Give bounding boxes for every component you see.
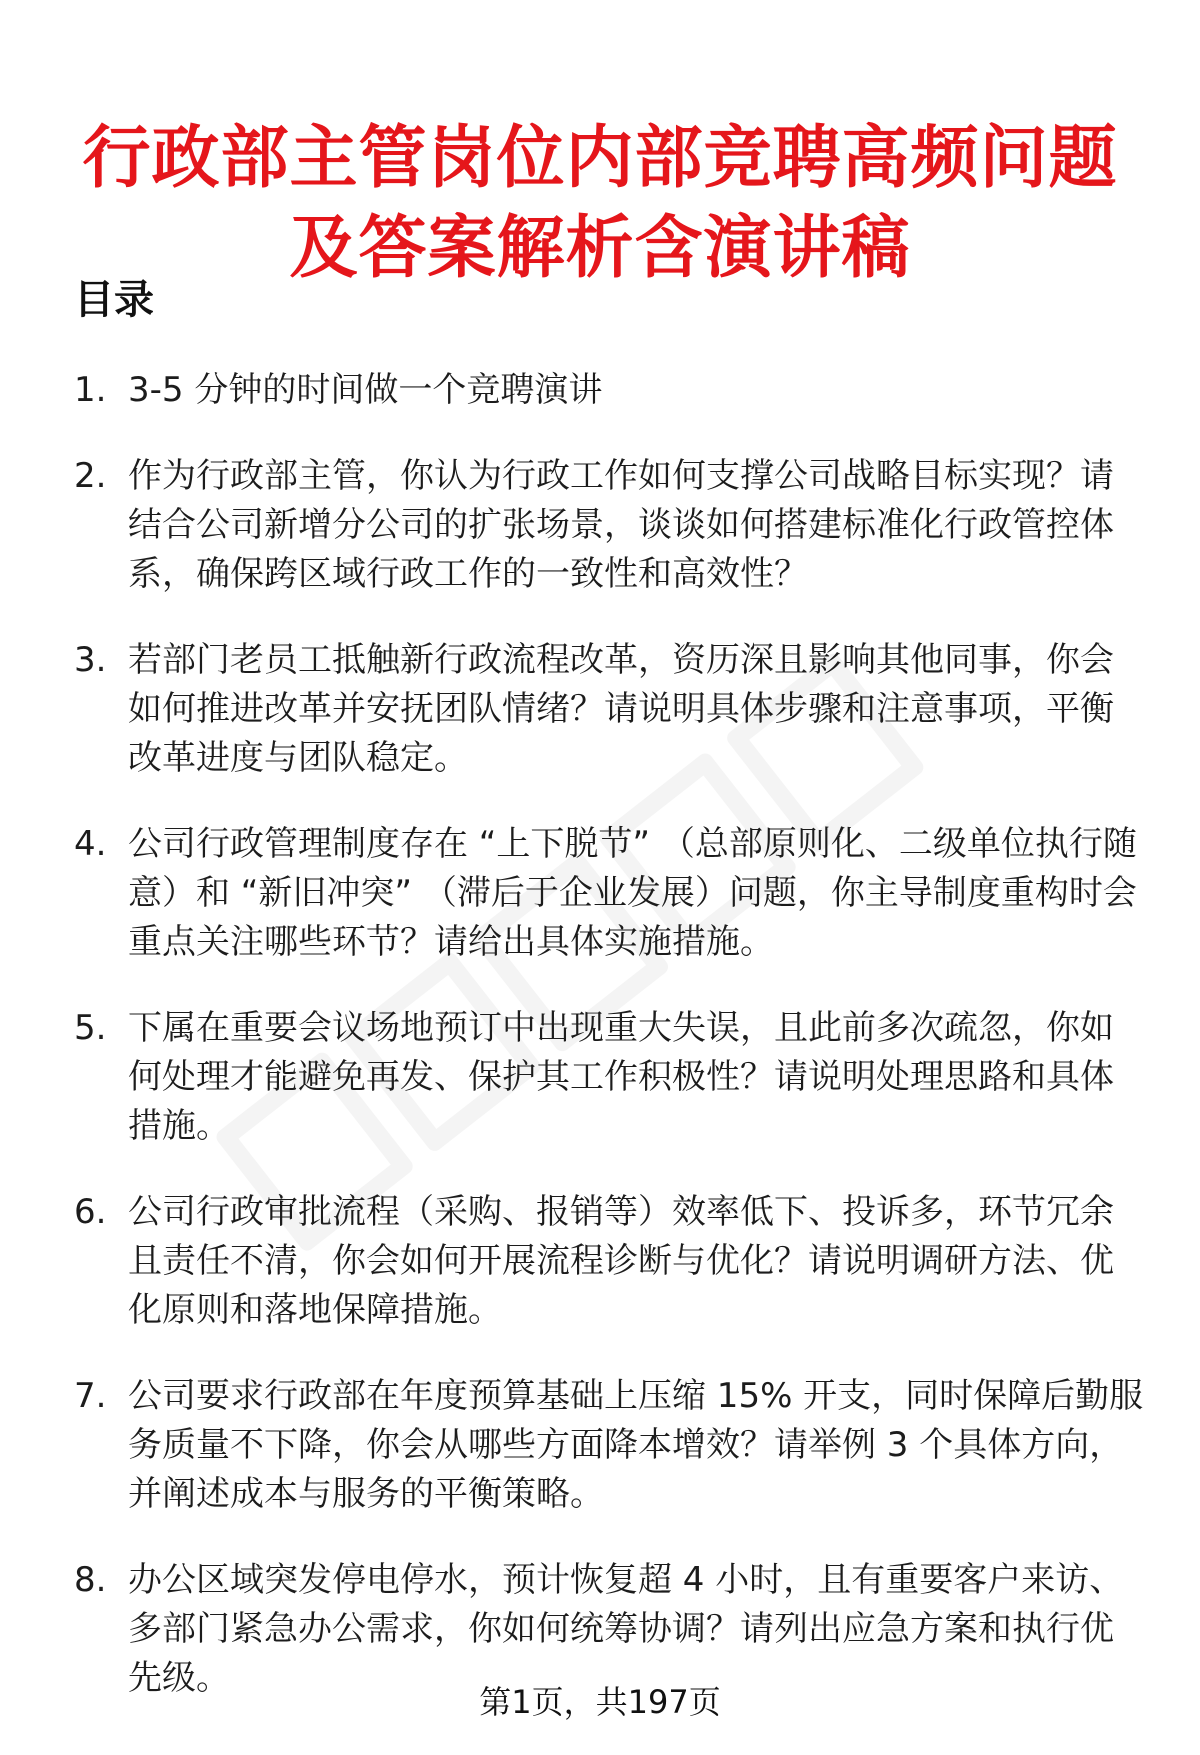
toc-item-text: 作为行政部主管，你认为行政工作如何支撑公司战略目标实现？请结合公司新增分公司的扩张场景，谈谈如何搭建标准化行政管控体系，确保跨区域行政工作的一致性和高效性？ [128, 456, 1114, 594]
title-line-2: 及答案解析含演讲稿 [289, 208, 911, 288]
toc-item-number: 8. [74, 1560, 107, 1600]
toc-heading: 目录 [74, 277, 154, 323]
toc-item [74, 820, 1144, 967]
toc-item-text: 下属在重要会议场地预订中出现重大失误，且此前多次疏忽，你如何处理才能避免再发、保护其工作积极性？请说明处理思路和具体措施。 [128, 1008, 1114, 1146]
toc-item-number: 4. [74, 824, 107, 864]
toc-item-number: 5. [74, 1008, 107, 1048]
toc-item-number: 6. [74, 1192, 107, 1232]
page-footer: 第1页，共197页 [479, 1683, 721, 1721]
toc-item-number: 1. [74, 370, 107, 410]
title-line-1: 行政部主管岗位内部竞聘高频问题 [82, 118, 1118, 198]
toc-item [74, 1004, 1144, 1151]
toc-item [74, 452, 1144, 599]
toc-item-text: 公司行政管理制度存在 “上下脱节” （总部原则化、二级单位执行随意）和 “新旧冲突” （滞后于企业发展）问题，你主导制度重构时会重点关注哪些环节？请给出具体实施措施。 [128, 824, 1137, 962]
document-title [60, 114, 1140, 294]
toc-item-number: 7. [74, 1376, 107, 1416]
toc-item [74, 1372, 1144, 1519]
toc-item-text: 公司行政审批流程（采购、报销等）效率低下、投诉多，环节冗余且责任不清，你会如何开展流程诊断与优化？请说明调研方法、优化原则和落地保障措施。 [128, 1192, 1114, 1330]
toc-item [74, 636, 1144, 783]
toc-item-text: 办公区域突发停电停水，预计恢复超 4 小时，且有重要客户来访、多部门紧急办公需求，你如何统筹协调？请列出应急方案和执行优先级。 [128, 1560, 1124, 1698]
toc-list [74, 366, 1144, 1740]
toc-item [74, 366, 1144, 415]
toc-item-text: 若部门老员工抵触新行政流程改革，资历深且影响其他同事，你会如何推进改革并安抚团队情绪？请说明具体步骤和注意事项，平衡改革进度与团队稳定。 [128, 640, 1114, 778]
toc-item-number: 3. [74, 640, 107, 680]
toc-item-text: 3-5 分钟的时间做一个竞聘演讲 [128, 370, 603, 410]
toc-item-text: 公司要求行政部在年度预算基础上压缩 15% 开支，同时保障后勤服务质量不下降，你会从哪些方面降本增效？请举例 3 个具体方向，并阐述成本与服务的平衡策略。 [128, 1376, 1144, 1514]
toc-item-number: 2. [74, 456, 107, 496]
toc-item [74, 1188, 1144, 1335]
